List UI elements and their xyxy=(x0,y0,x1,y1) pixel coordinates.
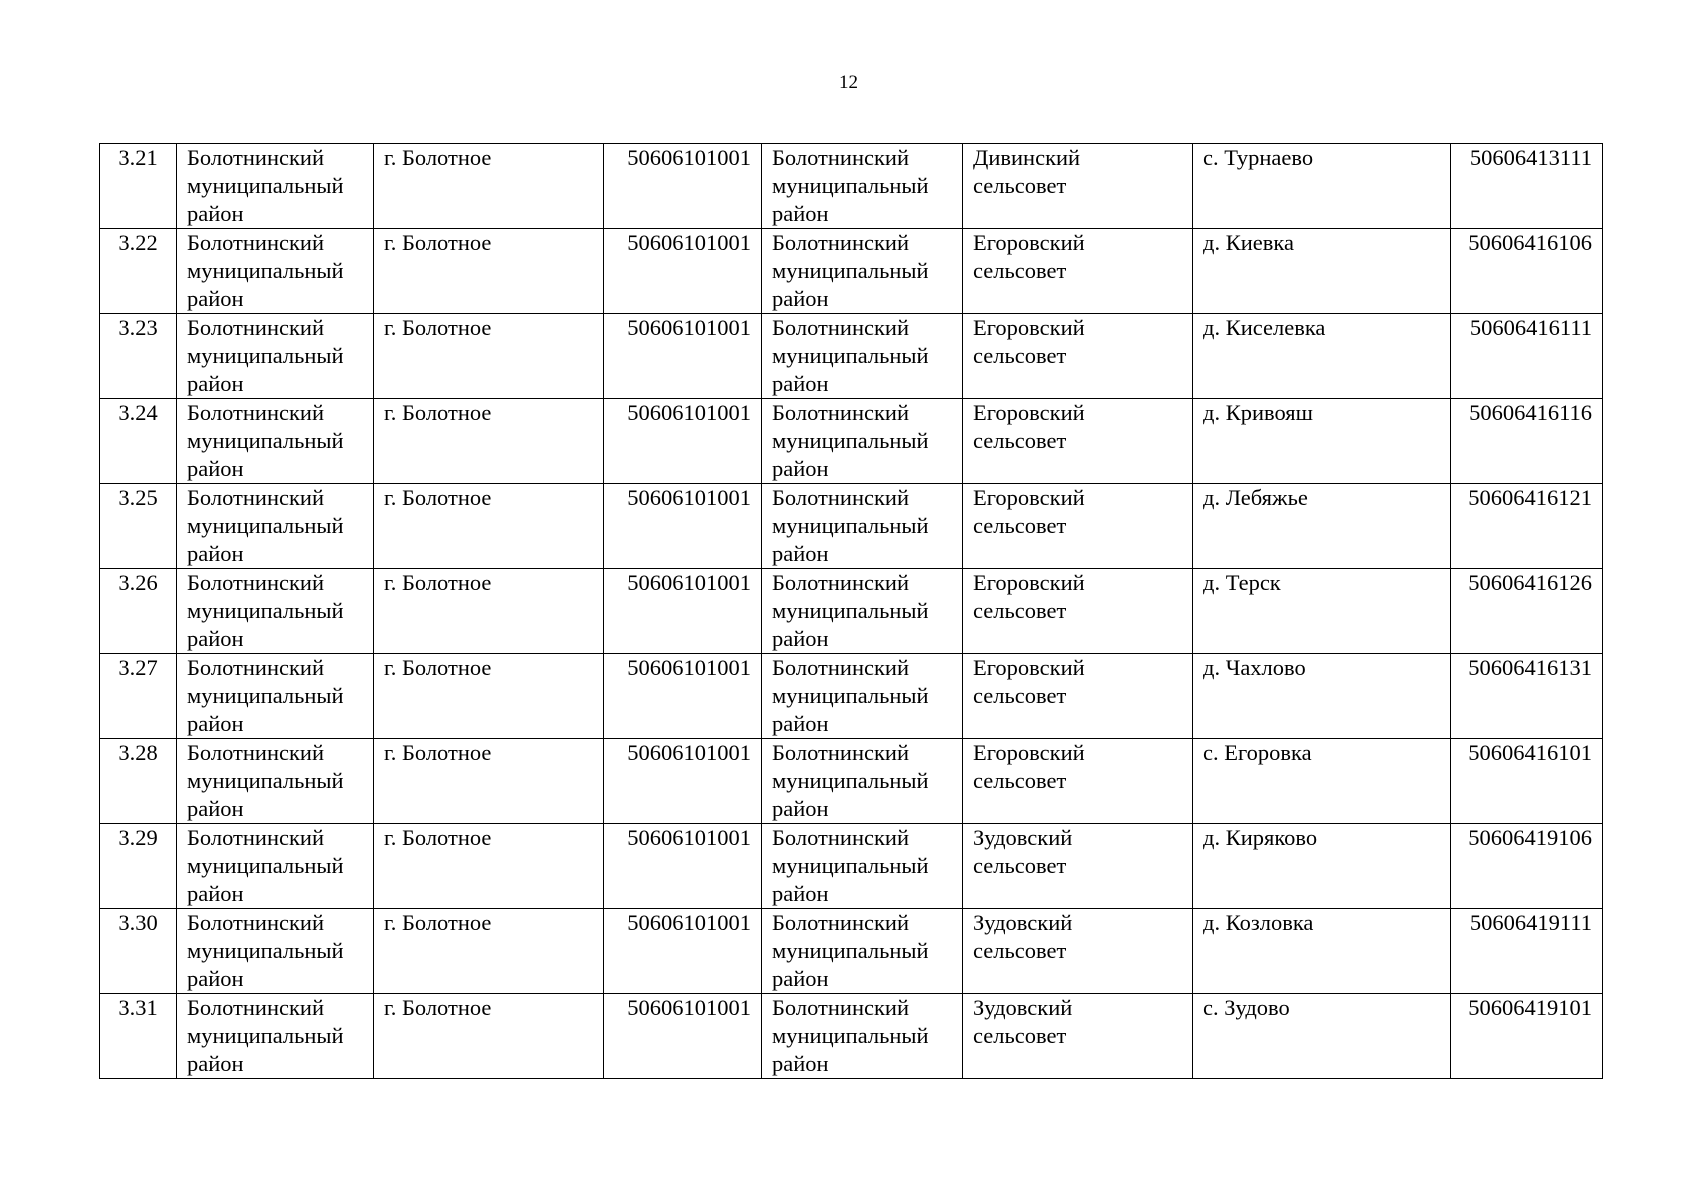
district-line: муниципальный xyxy=(187,258,344,283)
council-line: Егоровский xyxy=(973,230,1085,255)
municipal-district-line: район xyxy=(772,456,829,481)
district-line: муниципальный xyxy=(187,683,344,708)
center-code-cell: 50606101001 xyxy=(604,399,762,484)
council-line: сельсовет xyxy=(973,173,1067,198)
settlement-code-cell: 50606416111 xyxy=(1451,314,1603,399)
municipal-district-line: муниципальный xyxy=(772,598,929,623)
municipal-district-cell xyxy=(762,824,963,909)
council-cell xyxy=(963,654,1193,739)
municipal-district-cell xyxy=(762,994,963,1079)
settlement-cell: с. Егоровка xyxy=(1193,739,1451,824)
table-row xyxy=(100,399,1603,484)
district-line: Болотнинский xyxy=(187,655,325,680)
row-number-cell: 3.31 xyxy=(100,994,177,1079)
settlement-code-cell: 50606416131 xyxy=(1451,654,1603,739)
district-cell xyxy=(177,229,374,314)
municipal-district-cell xyxy=(762,399,963,484)
council-line: сельсовет xyxy=(973,343,1067,368)
district-line: Болотнинский xyxy=(187,740,325,765)
admin-center-cell: г. Болотное xyxy=(374,144,604,229)
council-line: Егоровский xyxy=(973,485,1085,510)
council-cell xyxy=(963,994,1193,1079)
council-line: сельсовет xyxy=(973,683,1067,708)
municipal-district-line: муниципальный xyxy=(772,938,929,963)
table-row xyxy=(100,484,1603,569)
admin-center-cell: г. Болотное xyxy=(374,739,604,824)
council-cell xyxy=(963,824,1193,909)
center-code-cell: 50606101001 xyxy=(604,909,762,994)
settlement-cell: д. Чахлово xyxy=(1193,654,1451,739)
council-line: сельсовет xyxy=(973,938,1067,963)
row-number-cell: 3.25 xyxy=(100,484,177,569)
district-cell xyxy=(177,399,374,484)
settlement-code-cell: 50606419106 xyxy=(1451,824,1603,909)
municipal-district-line: район xyxy=(772,796,829,821)
municipal-district-cell xyxy=(762,144,963,229)
municipal-district-cell xyxy=(762,739,963,824)
municipal-district-cell xyxy=(762,229,963,314)
municipal-district-line: Болотнинский xyxy=(772,655,910,680)
district-line: район xyxy=(187,966,244,991)
municipal-district-line: муниципальный xyxy=(772,343,929,368)
row-number-cell: 3.29 xyxy=(100,824,177,909)
center-code-cell: 50606101001 xyxy=(604,654,762,739)
table-row xyxy=(100,824,1603,909)
center-code-cell: 50606101001 xyxy=(604,144,762,229)
admin-center-cell: г. Болотное xyxy=(374,484,604,569)
council-line: Егоровский xyxy=(973,570,1085,595)
district-line: Болотнинский xyxy=(187,995,325,1020)
settlement-cell: д. Киевка xyxy=(1193,229,1451,314)
municipal-district-line: Болотнинский xyxy=(772,145,910,170)
settlement-code-cell: 50606413111 xyxy=(1451,144,1603,229)
settlement-cell: д. Терск xyxy=(1193,569,1451,654)
council-line: Зудовский xyxy=(973,825,1073,850)
district-line: район xyxy=(187,286,244,311)
council-line: Егоровский xyxy=(973,740,1085,765)
center-code-cell: 50606101001 xyxy=(604,229,762,314)
council-line: Зудовский xyxy=(973,995,1073,1020)
municipal-district-line: район xyxy=(772,201,829,226)
municipal-district-line: муниципальный xyxy=(772,853,929,878)
settlement-cell: с. Зудово xyxy=(1193,994,1451,1079)
municipal-district-line: муниципальный xyxy=(772,1023,929,1048)
council-line: Егоровский xyxy=(973,655,1085,680)
municipal-district-line: муниципальный xyxy=(772,258,929,283)
district-line: Болотнинский xyxy=(187,230,325,255)
center-code-cell: 50606101001 xyxy=(604,314,762,399)
district-line: район xyxy=(187,711,244,736)
council-line: сельсовет xyxy=(973,258,1067,283)
municipal-district-cell xyxy=(762,314,963,399)
council-cell xyxy=(963,569,1193,654)
settlement-code-cell: 50606416106 xyxy=(1451,229,1603,314)
table-row xyxy=(100,144,1603,229)
table-row xyxy=(100,909,1603,994)
settlement-table xyxy=(99,143,1603,1079)
municipal-district-cell xyxy=(762,654,963,739)
municipal-district-line: муниципальный xyxy=(772,428,929,453)
admin-center-cell: г. Болотное xyxy=(374,654,604,739)
district-line: муниципальный xyxy=(187,1023,344,1048)
district-cell xyxy=(177,739,374,824)
council-line: сельсовет xyxy=(973,768,1067,793)
center-code-cell: 50606101001 xyxy=(604,824,762,909)
district-cell xyxy=(177,654,374,739)
district-line: муниципальный xyxy=(187,513,344,538)
district-line: район xyxy=(187,626,244,651)
settlement-cell: д. Киряково xyxy=(1193,824,1451,909)
district-line: муниципальный xyxy=(187,173,344,198)
municipal-district-line: Болотнинский xyxy=(772,740,910,765)
municipal-district-line: Болотнинский xyxy=(772,995,910,1020)
settlement-cell: д. Кривояш xyxy=(1193,399,1451,484)
council-cell xyxy=(963,909,1193,994)
row-number-cell: 3.28 xyxy=(100,739,177,824)
council-line: сельсовет xyxy=(973,513,1067,538)
municipal-district-line: Болотнинский xyxy=(772,570,910,595)
municipal-district-line: район xyxy=(772,1051,829,1076)
page-number: 12 xyxy=(839,72,858,93)
municipal-district-line: район xyxy=(772,966,829,991)
district-line: район xyxy=(187,371,244,396)
admin-center-cell: г. Болотное xyxy=(374,824,604,909)
district-line: район xyxy=(187,881,244,906)
municipal-district-line: район xyxy=(772,626,829,651)
district-line: Болотнинский xyxy=(187,145,325,170)
settlement-code-cell: 50606419111 xyxy=(1451,909,1603,994)
municipal-district-line: район xyxy=(772,371,829,396)
row-number-cell: 3.27 xyxy=(100,654,177,739)
district-cell xyxy=(177,314,374,399)
settlement-code-cell: 50606416121 xyxy=(1451,484,1603,569)
row-number-cell: 3.26 xyxy=(100,569,177,654)
center-code-cell: 50606101001 xyxy=(604,739,762,824)
council-line: Егоровский xyxy=(973,400,1085,425)
district-line: муниципальный xyxy=(187,768,344,793)
district-cell xyxy=(177,909,374,994)
admin-center-cell: г. Болотное xyxy=(374,229,604,314)
district-line: район xyxy=(187,796,244,821)
district-line: муниципальный xyxy=(187,598,344,623)
district-line: Болотнинский xyxy=(187,570,325,595)
district-cell xyxy=(177,994,374,1079)
municipal-district-line: район xyxy=(772,711,829,736)
district-line: район xyxy=(187,456,244,481)
municipal-district-cell xyxy=(762,909,963,994)
row-number-cell: 3.30 xyxy=(100,909,177,994)
municipal-district-line: муниципальный xyxy=(772,173,929,198)
admin-center-cell: г. Болотное xyxy=(374,399,604,484)
district-cell xyxy=(177,144,374,229)
admin-center-cell: г. Болотное xyxy=(374,314,604,399)
council-cell xyxy=(963,399,1193,484)
center-code-cell: 50606101001 xyxy=(604,484,762,569)
row-number-cell: 3.22 xyxy=(100,229,177,314)
municipal-district-line: Болотнинский xyxy=(772,315,910,340)
center-code-cell: 50606101001 xyxy=(604,569,762,654)
municipal-district-line: Болотнинский xyxy=(772,400,910,425)
admin-center-cell: г. Болотное xyxy=(374,569,604,654)
settlement-code-cell: 50606416101 xyxy=(1451,739,1603,824)
municipal-district-line: Болотнинский xyxy=(772,230,910,255)
municipal-district-cell xyxy=(762,569,963,654)
municipal-district-line: муниципальный xyxy=(772,513,929,538)
row-number-cell: 3.24 xyxy=(100,399,177,484)
settlement-cell: д. Киселевка xyxy=(1193,314,1451,399)
table-row xyxy=(100,569,1603,654)
council-line: Зудовский xyxy=(973,910,1073,935)
municipal-district-line: муниципальный xyxy=(772,683,929,708)
district-line: муниципальный xyxy=(187,428,344,453)
council-cell xyxy=(963,484,1193,569)
council-line: сельсовет xyxy=(973,598,1067,623)
council-line: сельсовет xyxy=(973,853,1067,878)
table-row xyxy=(100,229,1603,314)
table-body xyxy=(100,144,1603,1079)
district-line: муниципальный xyxy=(187,853,344,878)
municipal-district-line: район xyxy=(772,881,829,906)
council-line: сельсовет xyxy=(973,1023,1067,1048)
council-line: Егоровский xyxy=(973,315,1085,340)
settlement-code-cell: 50606416126 xyxy=(1451,569,1603,654)
district-line: Болотнинский xyxy=(187,910,325,935)
settlement-cell: д. Козловка xyxy=(1193,909,1451,994)
council-cell xyxy=(963,229,1193,314)
district-line: Болотнинский xyxy=(187,825,325,850)
district-line: район xyxy=(187,201,244,226)
municipal-district-line: муниципальный xyxy=(772,768,929,793)
district-line: муниципальный xyxy=(187,343,344,368)
center-code-cell: 50606101001 xyxy=(604,994,762,1079)
district-line: Болотнинский xyxy=(187,315,325,340)
row-number-cell: 3.21 xyxy=(100,144,177,229)
council-cell xyxy=(963,739,1193,824)
admin-center-cell: г. Болотное xyxy=(374,909,604,994)
municipal-district-line: район xyxy=(772,286,829,311)
district-cell xyxy=(177,824,374,909)
table-row xyxy=(100,654,1603,739)
municipal-district-line: Болотнинский xyxy=(772,485,910,510)
table-row xyxy=(100,314,1603,399)
settlement-code-cell: 50606416116 xyxy=(1451,399,1603,484)
district-line: Болотнинский xyxy=(187,485,325,510)
council-line: сельсовет xyxy=(973,428,1067,453)
district-line: Болотнинский xyxy=(187,400,325,425)
settlement-cell: с. Турнаево xyxy=(1193,144,1451,229)
council-cell xyxy=(963,144,1193,229)
municipal-district-line: Болотнинский xyxy=(772,910,910,935)
municipal-district-cell xyxy=(762,484,963,569)
admin-center-cell: г. Болотное xyxy=(374,994,604,1079)
municipal-district-line: Болотнинский xyxy=(772,825,910,850)
council-line: Дивинский xyxy=(973,145,1081,170)
municipal-district-line: район xyxy=(772,541,829,566)
row-number-cell: 3.23 xyxy=(100,314,177,399)
district-line: район xyxy=(187,1051,244,1076)
council-cell xyxy=(963,314,1193,399)
district-line: муниципальный xyxy=(187,938,344,963)
district-line: район xyxy=(187,541,244,566)
settlement-code-cell: 50606419101 xyxy=(1451,994,1603,1079)
table-row xyxy=(100,739,1603,824)
settlement-cell: д. Лебяжье xyxy=(1193,484,1451,569)
district-cell xyxy=(177,569,374,654)
district-cell xyxy=(177,484,374,569)
table-row xyxy=(100,994,1603,1079)
